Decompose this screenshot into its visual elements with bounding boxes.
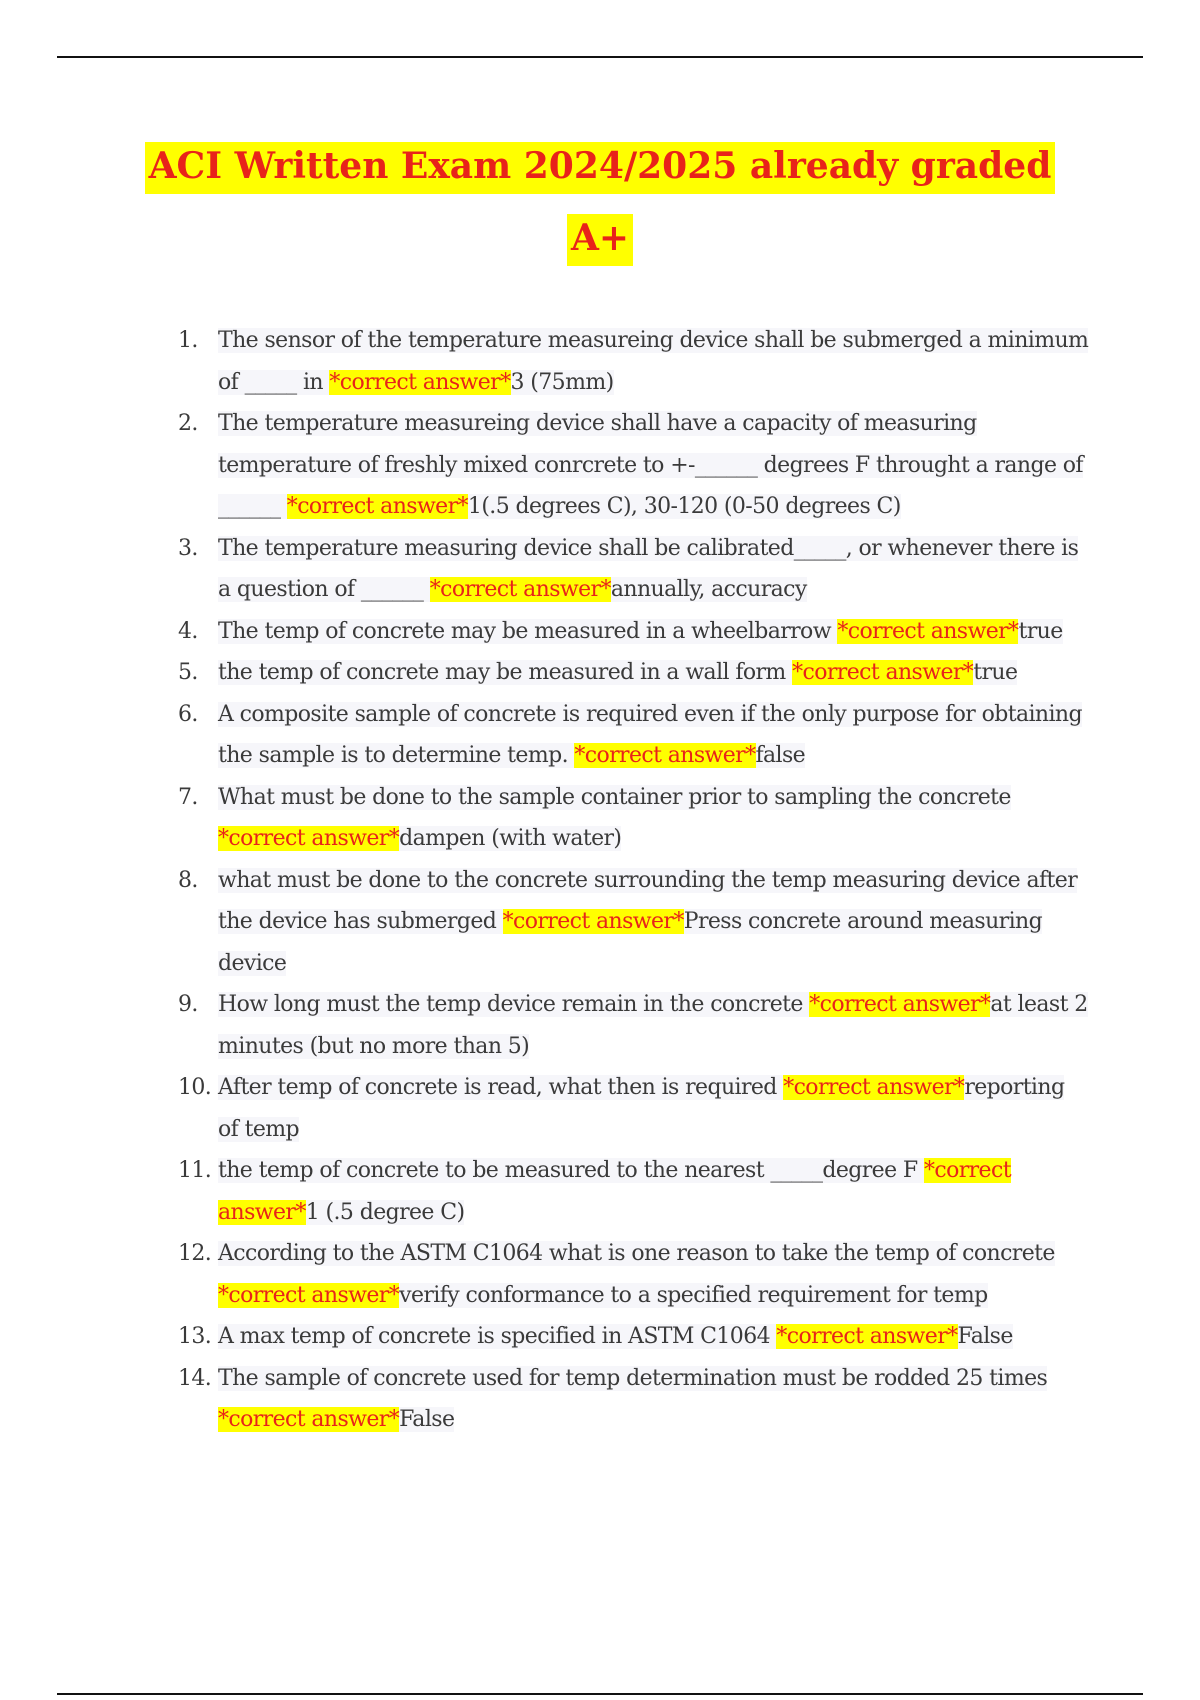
answer-text: reporting of temp <box>218 1075 1065 1142</box>
correct-answer-tag: *correct answer* <box>574 743 756 768</box>
question-body <box>218 1324 1013 1349</box>
correct-answer-tag: *correct answer* <box>792 660 974 685</box>
correct-answer-tag: *correct answer* <box>776 1324 958 1349</box>
question-number: 10. <box>178 1075 212 1100</box>
question-body <box>218 411 1083 519</box>
answer-text: dampen (with water) <box>399 826 622 851</box>
question-body <box>218 1241 1055 1308</box>
correct-answer-tag: *correct answer* <box>429 577 611 602</box>
question-body <box>218 619 1063 644</box>
question-item <box>178 403 1090 528</box>
question-text: What must be done to the sample container prior to sampling the concrete <box>218 784 1011 810</box>
bottom-rule <box>57 1693 1143 1695</box>
question-number: 2. <box>178 411 198 436</box>
question-list <box>178 320 1090 1441</box>
question-text: The temp of concrete may be measured in a wheelbarrow <box>218 618 838 644</box>
answer-text: False <box>957 1324 1013 1349</box>
question-number: 7. <box>178 784 198 810</box>
page-title-grade: A+ <box>567 214 633 266</box>
question-text: what must be done to the concrete surrounding the temp measuring device after the device has submerged <box>218 867 1078 934</box>
answer-text: true <box>1018 618 1063 644</box>
top-rule <box>57 56 1143 58</box>
question-item <box>178 1067 1090 1150</box>
answer-text: annually, accuracy <box>610 577 807 602</box>
question-body <box>218 1158 1011 1225</box>
question-number: 3. <box>178 535 198 561</box>
correct-answer-tag: *correct answer* <box>286 494 468 519</box>
question-item <box>178 1316 1090 1358</box>
question-body <box>218 1075 1064 1142</box>
question-text: The sensor of the temperature measureing device shall be submerged a minimum of _____ in <box>218 328 1089 395</box>
question-item <box>178 984 1090 1067</box>
question-number: 9. <box>178 992 198 1017</box>
question-item <box>178 1233 1090 1316</box>
question-item <box>178 320 1090 403</box>
correct-answer-tag: *correct answer* <box>783 1075 965 1100</box>
title-block <box>0 142 1200 266</box>
question-number: 11. <box>178 1158 212 1183</box>
answer-text: 1(.5 degrees C), 30-120 (0-50 degrees C) <box>467 494 901 519</box>
question-body <box>218 702 1082 769</box>
question-item <box>178 777 1090 860</box>
question-number: 12. <box>178 1241 212 1266</box>
question-text: The temperature measuring device shall be calibrated_____, or whenever there is a question of ______ <box>218 535 1079 602</box>
answer-text: 1 (.5 degree C) <box>305 1199 465 1225</box>
question-text: According to the ASTM C1064 what is one reason to take the temp of concrete <box>218 1241 1055 1266</box>
answer-text: false <box>755 743 806 768</box>
answer-text: Press concrete around measuring device <box>218 909 1043 976</box>
question-item <box>178 528 1090 611</box>
question-text: The sample of concrete used for temp determination must be rodded 25 times <box>218 1365 1048 1391</box>
question-number: 4. <box>178 618 198 644</box>
question-item <box>178 1358 1090 1441</box>
question-text: the temp of concrete may be measured in a wall form <box>218 660 793 685</box>
page-title: ACI Written Exam 2024/2025 already graded <box>145 142 1056 194</box>
question-item <box>178 860 1090 985</box>
question-number: 13. <box>178 1324 212 1349</box>
answer-text: true <box>973 660 1018 685</box>
question-body <box>218 536 1078 603</box>
question-body <box>218 868 1077 976</box>
question-item <box>178 652 1090 694</box>
question-body <box>218 992 1088 1059</box>
question-number: 5. <box>178 660 198 685</box>
question-item <box>178 1150 1090 1233</box>
answer-text: False <box>399 1407 455 1432</box>
question-text: A max temp of concrete is specified in ASTM C1064 <box>218 1324 777 1349</box>
question-number: 8. <box>178 867 198 893</box>
answer-text: verify conformance to a specified requirement for temp <box>399 1282 988 1308</box>
question-text: the temp of concrete to be measured to the nearest _____degree F <box>218 1158 924 1183</box>
question-text: After temp of concrete is read, what then is required <box>218 1075 784 1100</box>
question-number: 1. <box>178 328 198 353</box>
question-text: How long must the temp device remain in the concrete <box>218 992 810 1017</box>
question-number: 6. <box>178 701 198 727</box>
correct-answer-tag: *correct answer* <box>502 909 684 934</box>
answer-text: at least 2 minutes (but no more than 5) <box>218 992 1088 1059</box>
correct-answer-tag: *correct answer* <box>218 1407 400 1432</box>
correct-answer-tag: *correct answer* <box>837 618 1019 644</box>
correct-answer-tag: *correct answer* <box>218 826 400 851</box>
question-number: 14. <box>178 1365 212 1391</box>
correct-answer-tag: *correct answer* <box>809 992 991 1017</box>
question-item <box>178 694 1090 777</box>
correct-answer-tag: *correct answer* <box>218 1158 1011 1225</box>
question-text: A composite sample of concrete is required even if the only purpose for obtaining the sample is to determine temp. <box>218 701 1082 768</box>
answer-text: 3 (75mm) <box>510 369 614 395</box>
question-body <box>218 328 1088 395</box>
question-body <box>218 660 1017 685</box>
question-body <box>218 785 1011 852</box>
question-body <box>218 1366 1047 1433</box>
correct-answer-tag: *correct answer* <box>329 369 511 395</box>
question-text: The temperature measureing device shall have a capacity of measuring temperature of freshly mixed conrcrete to +-______ degrees F throught a range of ______ <box>218 411 1083 519</box>
question-item <box>178 611 1090 653</box>
correct-answer-tag: *correct answer* <box>218 1282 400 1308</box>
